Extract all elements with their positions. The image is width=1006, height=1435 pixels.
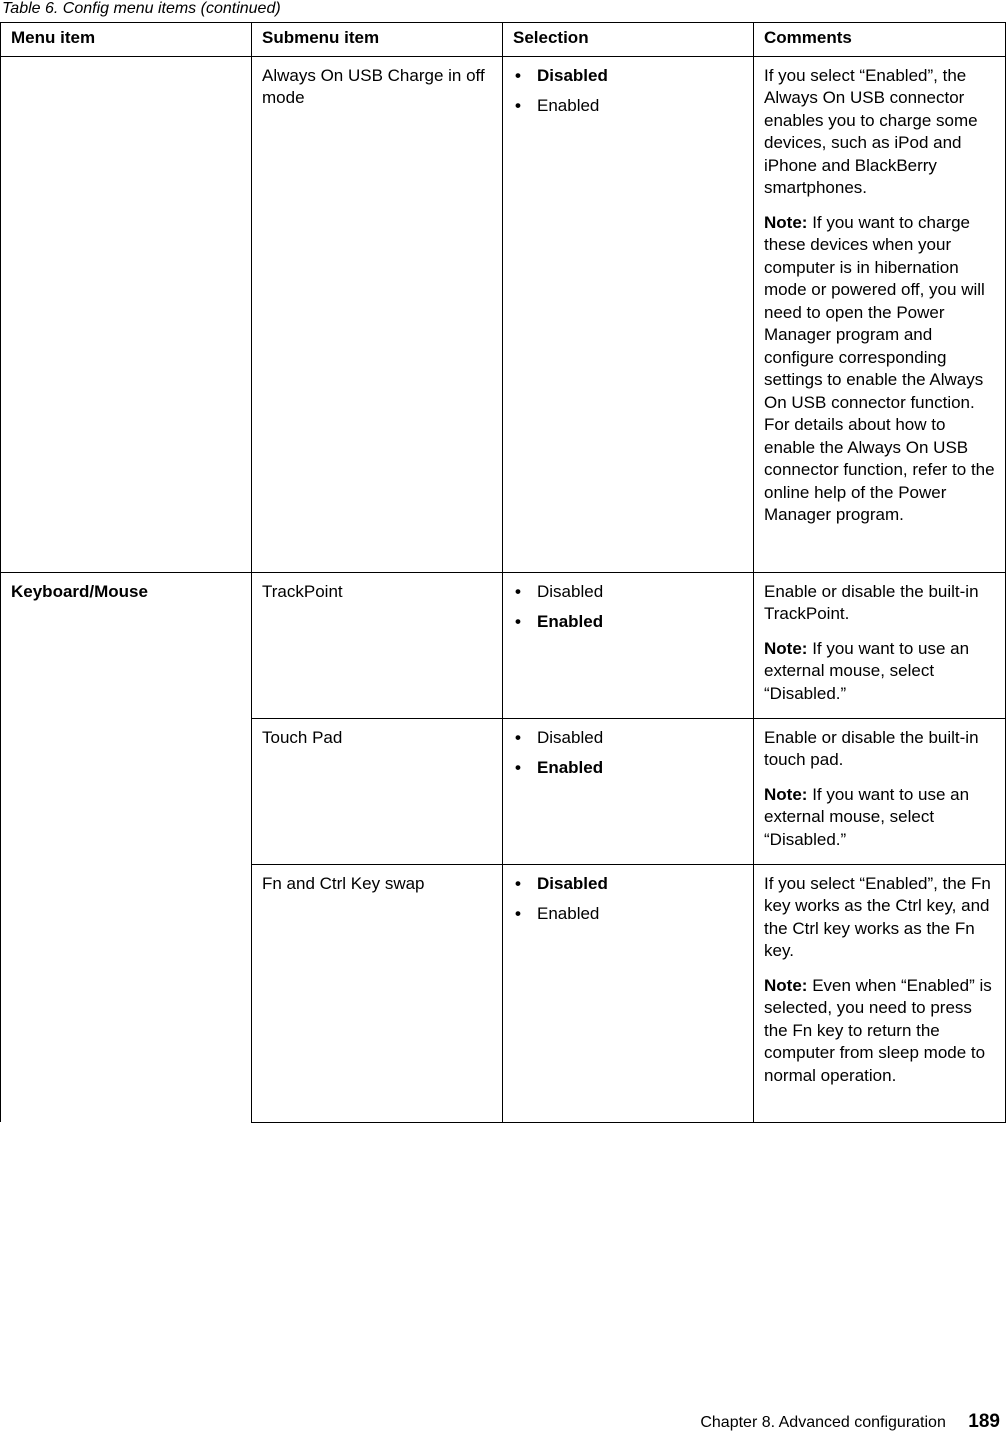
- bullet-icon: •: [515, 758, 521, 777]
- bullet-icon: •: [515, 612, 521, 631]
- comment-note: Note: If you want to use an external mouse, select “Disabled.”: [764, 784, 970, 849]
- comments-cell: [754, 572, 1006, 718]
- selection-option: • Enabled: [513, 903, 745, 926]
- selection-list: [513, 727, 745, 780]
- selection-list: [513, 581, 745, 634]
- bullet-icon: •: [515, 904, 521, 923]
- header-selection: Selection: [503, 23, 754, 57]
- bullet-icon: •: [515, 581, 521, 601]
- menu-item-cell: [1, 56, 252, 572]
- comment-note: Note: If you want to use an external mouse, select “Disabled.”: [764, 638, 970, 703]
- selection-option: • Enabled: [513, 95, 745, 118]
- selection-option: • Disabled: [513, 65, 745, 88]
- config-menu-table: [0, 22, 1006, 1123]
- bullet-icon: •: [515, 96, 521, 115]
- table-caption: Table 6. Config menu items (continued): [2, 0, 281, 17]
- selection-cell: [503, 56, 754, 572]
- comment-note: Note: If you want to charge these devices when your computer is in hibernation mode or powered off, you will need to open the Power Manager program and configure corresponding settings to enable the Always On USB connector function. For details about how to enable the Always On USB connector function, refer to the online help of the Power Manager program.: [764, 212, 995, 524]
- submenu-item-cell: TrackPoint: [252, 572, 503, 718]
- bullet-icon: •: [515, 727, 521, 747]
- comment-text: Enable or disable the built-in TrackPoint.: [764, 581, 979, 623]
- comment-text: If you select “Enabled”, the Fn key works as the Ctrl key, and the Ctrl key works as the Fn key.: [764, 873, 991, 960]
- selection-option: • Enabled: [513, 757, 745, 780]
- bullet-icon: •: [515, 65, 521, 85]
- page-footer: [700, 1411, 1000, 1434]
- submenu-item-cell: Fn and Ctrl Key swap: [252, 864, 503, 1122]
- comments-cell: [754, 718, 1006, 864]
- table-row: [1, 56, 1006, 572]
- selection-cell: [503, 718, 754, 864]
- menu-item-cell: Keyboard/Mouse: [1, 572, 252, 1122]
- selection-list: [513, 65, 745, 118]
- comment-text: Enable or disable the built-in touch pad.: [764, 727, 979, 769]
- header-menu-item: Menu item: [1, 23, 252, 57]
- comments-cell: [754, 56, 1006, 572]
- footer-chapter: Chapter 8. Advanced configuration: [700, 1414, 946, 1431]
- bullet-icon: •: [515, 873, 521, 893]
- comments-cell: [754, 864, 1006, 1122]
- selection-option: • Disabled: [513, 581, 745, 604]
- header-submenu-item: Submenu item: [252, 23, 503, 57]
- selection-cell: [503, 572, 754, 718]
- submenu-item-cell: Always On USB Charge in off mode: [252, 56, 503, 572]
- page-number: 189: [968, 1411, 1000, 1432]
- selection-option: • Disabled: [513, 727, 745, 750]
- header-comments: Comments: [754, 23, 1006, 57]
- table-row: [1, 572, 1006, 718]
- selection-option: • Disabled: [513, 873, 745, 896]
- selection-option: • Enabled: [513, 611, 745, 634]
- selection-cell: [503, 864, 754, 1122]
- submenu-item-cell: Touch Pad: [252, 718, 503, 864]
- table-header-row: [1, 23, 1006, 57]
- comment-text: If you select “Enabled”, the Always On USB connector enables you to charge some devices, such as iPod and iPhone and BlackBerry smartphones.: [764, 65, 978, 197]
- comment-note: Note: Even when “Enabled” is selected, you need to press the Fn key to return the computer from sleep mode to normal operation.: [764, 975, 992, 1085]
- selection-list: [513, 873, 745, 926]
